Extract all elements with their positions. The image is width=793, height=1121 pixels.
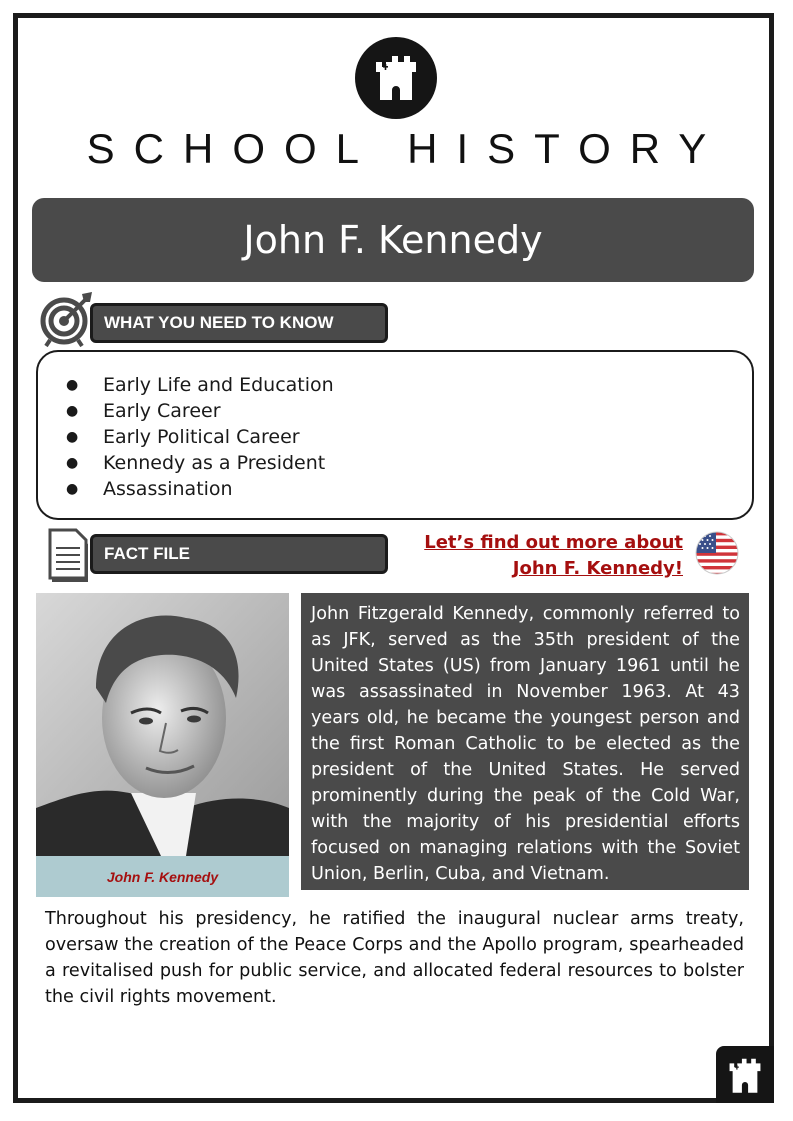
photo-caption: John F. Kennedy <box>36 856 289 897</box>
fact-file-label: FACT FILE <box>90 534 388 574</box>
presidency-paragraph: Throughout his presidency, he ratified the inaugural nuclear arms treaty, oversaw the creation of the Peace Corps and the Apollo program, spearheaded a revitalised push for public service, and allocated federal resources to bolster the civil rights movement. <box>45 909 744 1007</box>
castle-icon <box>728 1057 762 1093</box>
castle-logo <box>355 37 437 119</box>
list-item: ● Early Life and Education <box>66 374 334 396</box>
document-icon <box>48 528 92 584</box>
list-item: ● Early Career <box>66 400 221 422</box>
portrait-image <box>36 593 289 856</box>
target-icon <box>38 290 96 348</box>
corner-castle-logo <box>716 1046 774 1103</box>
brand-name: SCHOOL HISTORY <box>86 125 726 172</box>
list-item: ● Kennedy as a President <box>66 452 326 474</box>
castle-icon <box>374 54 418 100</box>
page-title: John F. Kennedy <box>32 198 754 282</box>
find-out-link[interactable]: Let’s find out more about John F. Kennedy! <box>424 532 683 579</box>
usa-flag-icon <box>695 531 739 575</box>
kennedy-portrait <box>36 593 289 897</box>
list-item: ● Assassination <box>66 478 233 500</box>
bio-text: John Fitzgerald Kennedy, commonly referred to as JFK, served as the 35th president of the United States (US) from January 1961 until he was assassinated in November 1963. At 43 years old, he became the youngest person and the first Roman Catholic to be elected as the president of the United States. He served prominently during the peak of the Cold War, with the majority of his presidential efforts focused on managing relations with the Soviet Union, Berlin, Cuba, and Vietnam. <box>301 593 749 890</box>
list-item: ● Early Political Career <box>66 426 300 448</box>
need-to-know-list <box>36 350 754 520</box>
need-to-know-label: WHAT YOU NEED TO KNOW <box>90 303 388 343</box>
